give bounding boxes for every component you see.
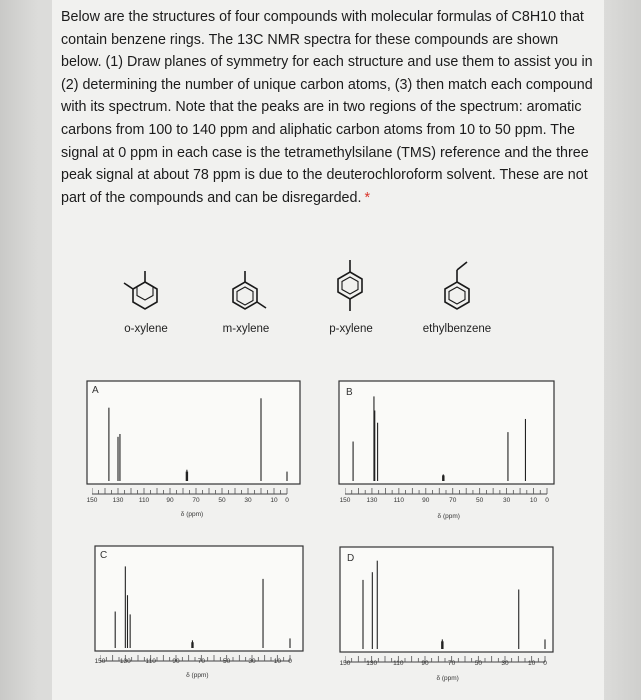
compound-label-o-xylene: o-xylene [124, 323, 168, 335]
spectrum-tick-label: 30 [501, 660, 509, 667]
spectrum-tick-label: 110 [393, 660, 404, 667]
spectrum-frame-a [86, 380, 302, 486]
spectrum-tick-label: 150 [86, 497, 98, 504]
spectrum-border [339, 381, 554, 484]
spectrum-tick-label: 90 [166, 497, 174, 504]
spectrum-tick-label: 150 [339, 497, 351, 504]
spectrum-tick-label: 90 [422, 497, 430, 504]
spectrum-axis-label: δ (ppm) [437, 513, 460, 520]
spectrum-tick-label: 30 [244, 497, 252, 504]
spectrum-tick-label: 0 [545, 497, 549, 504]
question-body: Below are the structures of four compounds with molecular formulas of C8H10 that contain benzene rings. The 13C NMR spectra for these compounds are shown below. (1) Draw planes of symmetry for each structure and use them to assist you in (2) determining the number of unique carbon atoms, (3) then match each compound with its spectrum. Note that the peaks are in two regions of the spectrum: aromatic carbons from 100 to 140 ppm and aliphatic carbon atoms from 10 to 50 ppm. The signal at 0 ppm in each case is the tetramethylsilane (TMS) reference and the three peak signal at about 78 ppm is due to the deuterochloroform solvent. These are not part of the compounds and can be disregarded. [61, 9, 593, 206]
spectrum-tick-label: 70 [197, 658, 205, 665]
spectrum-tick-label: 110 [145, 658, 156, 665]
ethylbenzene-structure-icon [432, 254, 482, 316]
spectrum-letter: A [92, 385, 99, 396]
spectrum-frame-d [339, 546, 555, 654]
o-xylene-structure-icon [120, 268, 170, 314]
spectrum-tick-label: 150 [94, 658, 106, 665]
spectrum-tick-label: 50 [223, 658, 231, 665]
compound-label-ethylbenzene: ethylbenzene [422, 323, 492, 335]
spectrum-tick-label: 10 [270, 497, 278, 504]
spectrum-axis-ticks [92, 487, 289, 497]
spectrum-tick-label: 50 [476, 497, 484, 504]
spectrum-tick-label: 150 [339, 660, 351, 667]
spectrum-tick-label: 0 [288, 658, 292, 665]
spectrum-axis-label: δ (ppm) [180, 511, 204, 518]
compound-label-m-xylene: m-xylene [222, 323, 270, 335]
spectrum-frame-c [94, 545, 305, 653]
spectrum-tick-label: 90 [172, 658, 180, 665]
spectrum-letter: D [347, 553, 355, 564]
spectrum-tick-label: 110 [393, 497, 405, 504]
spectrum-tick-label: 130 [366, 660, 378, 667]
spectrum-tick-label: 90 [421, 660, 429, 667]
spectrum-letter: C [100, 550, 108, 561]
spectrum-tick-label: 0 [543, 660, 547, 667]
spectrum-axis-label: δ (ppm) [436, 675, 459, 682]
spectrum-tick-label: 70 [448, 660, 456, 667]
spectrum-axis-label: δ (ppm) [186, 672, 209, 679]
spectrum-tick-label: 130 [366, 497, 378, 504]
spectrum-tick-label: 110 [138, 497, 150, 504]
question-text [61, 6, 601, 209]
spectrum-tick-label: 30 [248, 658, 256, 665]
spectrum-tick-label: 30 [502, 497, 511, 504]
compound-label-p-xylene: p-xylene [329, 323, 373, 335]
spectrum-tick-label: 130 [112, 497, 124, 504]
spectrum-frame-b [338, 380, 556, 486]
spectrum-tick-label: 70 [192, 497, 200, 504]
spectrum-tick-label: 130 [119, 658, 131, 665]
spectrum-tick-label: 50 [474, 660, 482, 667]
p-xylene-structure-icon [325, 256, 375, 316]
required-asterisk: * [364, 189, 371, 206]
spectrum-tick-label: 50 [218, 497, 226, 504]
spectrum-tick-label: 10 [529, 497, 538, 504]
spectrum-tick-label: 70 [449, 497, 457, 504]
spectrum-tick-label: 10 [273, 658, 281, 665]
spectrum-tick-label: 0 [285, 497, 289, 504]
spectrum-tick-label: 10 [528, 660, 536, 667]
spectrum-border [87, 381, 300, 484]
spectrum-letter: B [346, 387, 353, 398]
spectrum-axis-ticks [345, 487, 549, 497]
spectrum-border [95, 546, 303, 651]
m-xylene-structure-icon [220, 268, 270, 314]
